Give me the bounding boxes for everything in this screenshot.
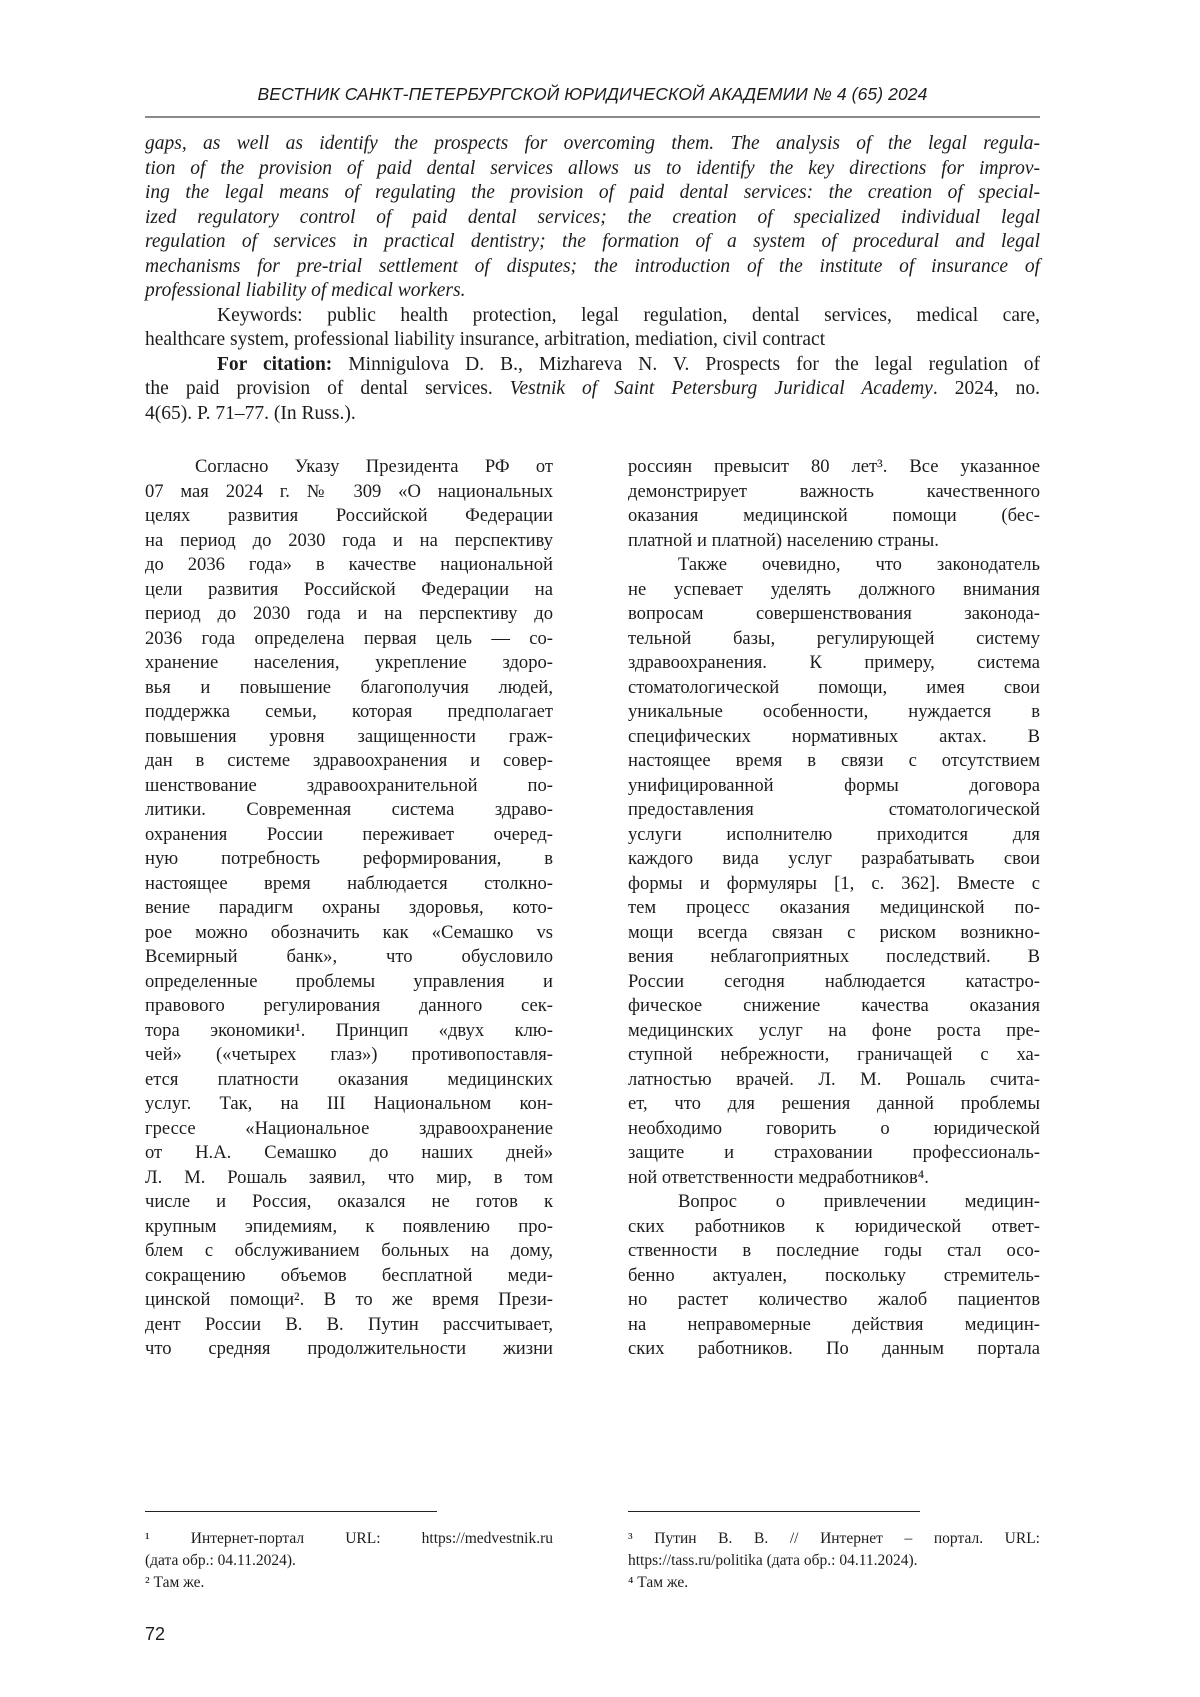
text-line: Согласно Указу Президента РФ от (145, 455, 553, 480)
footnotes-left (145, 1528, 553, 1594)
text-line: защите и страховании профессиональ- (628, 1141, 1040, 1166)
text-line: сокращению объемов бесплатной меди- (145, 1264, 553, 1289)
text-line: ной ответственности медработников⁴. (628, 1166, 1040, 1191)
text-line: уникальные особенности, нуждается в (628, 700, 1040, 725)
text-line: вопросам совершенствования законода- (628, 602, 1040, 627)
text-line: ступной небрежности, граничащей с ха- (628, 1043, 1040, 1068)
text-line: стоматологической помощи, имея свои (628, 676, 1040, 701)
paragraph (628, 455, 1040, 553)
text-line: ет, что для решения данной проблемы (628, 1092, 1040, 1117)
keywords-line: healthcare system, professional liability insurance, arbitration, mediation, civil contract (145, 328, 1040, 353)
footnote-line: (дата обр.: 04.11.2024). (145, 1550, 553, 1572)
text-line: формы и формуляры [1, с. 362]. Вместе с (628, 872, 1040, 897)
text-line: услуг. Так, на III Национальном кон- (145, 1092, 553, 1117)
text-line: повышения уровня защищенности граж- (145, 725, 553, 750)
text-line: унифицированной формы договора (628, 774, 1040, 799)
text-line: тем процесс оказания медицинской по- (628, 896, 1040, 921)
text-line: шенствование здравоохранительной по- (145, 774, 553, 799)
text-line: ную потребность реформирования, в (145, 847, 553, 872)
text-line: грессе «Национальное здравоохранение (145, 1117, 553, 1142)
text-line: ется платности оказания медицинских (145, 1068, 553, 1093)
text-line: вение парадигм охраны здоровья, кото- (145, 896, 553, 921)
citation-text: the paid provision of dental services. (145, 378, 493, 399)
footnote-line: ² Там же. (145, 1572, 553, 1594)
text-line: бенно актуален, поскольку стремитель- (628, 1264, 1040, 1289)
text-line: Вопрос о привлечении медицин- (628, 1190, 1040, 1215)
citation-line (145, 353, 1040, 378)
abstract-line: regulation of services in practical dentistry; the formation of a system of procedural and legal (145, 230, 1040, 255)
header-rule (145, 116, 1040, 118)
abstract-line: tion of the provision of paid dental services allows us to identify the key directions for improv- (145, 157, 1040, 182)
text-line: что средняя продолжительности жизни (145, 1337, 553, 1362)
text-line: крупным эпидемиям, к появлению про- (145, 1215, 553, 1240)
abstract-text (145, 132, 1040, 304)
text-line: фическое снижение качества оказания (628, 994, 1040, 1019)
text-line: правового регулирования данного сек- (145, 994, 553, 1019)
text-line: ских работников к юридической ответ- (628, 1215, 1040, 1240)
text-line: 07 мая 2024 г. № 309 «О национальных (145, 480, 553, 505)
text-line: 2036 года определена первая цель — со- (145, 627, 553, 652)
paragraph (628, 1190, 1040, 1362)
text-line: блем с обслуживанием больных на дому, (145, 1239, 553, 1264)
citation-line: 4(65). P. 71–77. (In Russ.). (145, 402, 1040, 427)
journal-name: Vestnik of Saint Petersburg Juridical Academy (510, 378, 933, 399)
text-line: услуги исполнителю приходится для (628, 823, 1040, 848)
text-line: период до 2030 года и на перспективу до (145, 602, 553, 627)
text-line: здравоохранения. К примеру, система (628, 651, 1040, 676)
text-line: хранение населения, укрепление здоро- (145, 651, 553, 676)
text-line: не успевает уделять должного внимания (628, 578, 1040, 603)
text-line: до 2036 года» в качестве национальной (145, 553, 553, 578)
text-line: настоящее время наблюдается столкно- (145, 872, 553, 897)
text-line: предоставления стоматологической (628, 798, 1040, 823)
text-line: цели развития Российской Федерации на (145, 578, 553, 603)
text-line: определенные проблемы управления и (145, 970, 553, 995)
abstract-line: ized regulatory control of paid dental services; the creation of specialized individual legal (145, 206, 1040, 231)
citation-text: . 2024, no. (933, 378, 1040, 399)
text-line: числе и Россия, оказался не готов к (145, 1190, 553, 1215)
text-line: необходимо говорить о юридической (628, 1117, 1040, 1142)
text-line: латностью врачей. Л. М. Рошаль счита- (628, 1068, 1040, 1093)
footnote-rule-left (145, 1511, 437, 1512)
text-line: цинской помощи². В то же время Прези- (145, 1288, 553, 1313)
text-line: Также очевидно, что законодатель (628, 553, 1040, 578)
citation-label: For citation: (217, 354, 332, 375)
text-line: платной и платной) населению страны. (628, 529, 1040, 554)
text-line: оказания медицинской помощи (бес- (628, 504, 1040, 529)
text-line: тельной базы, регулирующей систему (628, 627, 1040, 652)
text-line: дент России В. В. Путин рассчитывает, (145, 1313, 553, 1338)
text-line: демонстрирует важность качественного (628, 480, 1040, 505)
abstract-line: mechanisms for pre-trial settlement of disputes; the introduction of the institute of insurance of (145, 255, 1040, 280)
text-line: рое можно обозначить как «Семашко vs (145, 921, 553, 946)
text-line: на неправомерные действия медицин- (628, 1313, 1040, 1338)
footnotes-right (628, 1528, 1040, 1594)
footnote-line: ³ Путин В. В. // Интернет – портал. URL: (628, 1528, 1040, 1550)
keywords (145, 304, 1040, 353)
text-line: поддержка семьи, которая предполагает (145, 700, 553, 725)
text-line: медицинских услуг на фоне роста пре- (628, 1019, 1040, 1044)
paragraph (145, 455, 553, 1362)
text-line: Всемирный банк», что обусловило (145, 945, 553, 970)
text-line: мощи всегда связан с риском возникно- (628, 921, 1040, 946)
text-line: целях развития Российской Федерации (145, 504, 553, 529)
text-line: от Н.А. Семашко до наших дней» (145, 1141, 553, 1166)
left-column (145, 455, 553, 1362)
right-column (628, 455, 1040, 1362)
text-line: вения неблагоприятных последствий. В (628, 945, 1040, 970)
page-number: 72 (145, 1624, 165, 1645)
text-line: на период до 2030 года и на перспективу (145, 529, 553, 554)
text-line: вья и повышение благополучия людей, (145, 676, 553, 701)
journal-header: ВЕСТНИК САНКТ-ПЕТЕРБУРГСКОЙ ЮРИДИЧЕСКОЙ АКАДЕМИИ № 4 (65) 2024 (145, 84, 1040, 105)
abstract-line: gaps, as well as identify the prospects for overcoming them. The analysis of the legal regula- (145, 132, 1040, 157)
footnote-line: ¹ Интернет-портал URL: https://medvestnik.ru (145, 1528, 553, 1550)
text-line: россиян превысит 80 лет³. Все указанное (628, 455, 1040, 480)
citation-text: Minnigulova D. B., Mizhareva N. V. Prospects for the legal regulation of (348, 354, 1040, 375)
text-line: охранения России переживает очеред- (145, 823, 553, 848)
keywords-line: Keywords: public health protection, legal regulation, dental services, medical care, (145, 304, 1040, 329)
abstract-line: professional liability of medical workers. (145, 279, 1040, 304)
text-line: но растет количество жалоб пациентов (628, 1288, 1040, 1313)
text-line: каждого вида услуг разрабатывать свои (628, 847, 1040, 872)
citation (145, 353, 1040, 427)
text-line: тора экономики¹. Принцип «двух клю- (145, 1019, 553, 1044)
text-line: дан в системе здравоохранения и совер- (145, 749, 553, 774)
abstract-line: ing the legal means of regulating the provision of paid dental services: the creation of special- (145, 181, 1040, 206)
text-line: ских работников. По данным портала (628, 1337, 1040, 1362)
text-line: России сегодня наблюдается катастро- (628, 970, 1040, 995)
text-line: ственности в последние годы стал осо- (628, 1239, 1040, 1264)
paragraph (628, 553, 1040, 1190)
text-line: литики. Современная система здраво- (145, 798, 553, 823)
footnote-line: ⁴ Там же. (628, 1572, 1040, 1594)
text-line: чей» («четырех глаз») противопоставля- (145, 1043, 553, 1068)
citation-line (145, 377, 1040, 402)
text-line: Л. М. Рошаль заявил, что мир, в том (145, 1166, 553, 1191)
footnote-rule-right (628, 1511, 920, 1512)
abstract (145, 132, 1040, 426)
text-line: настоящее время в связи с отсутствием (628, 749, 1040, 774)
text-line: специфических нормативных актах. В (628, 725, 1040, 750)
footnote-line: https://tass.ru/politika (дата обр.: 04.11.2024). (628, 1550, 1040, 1572)
